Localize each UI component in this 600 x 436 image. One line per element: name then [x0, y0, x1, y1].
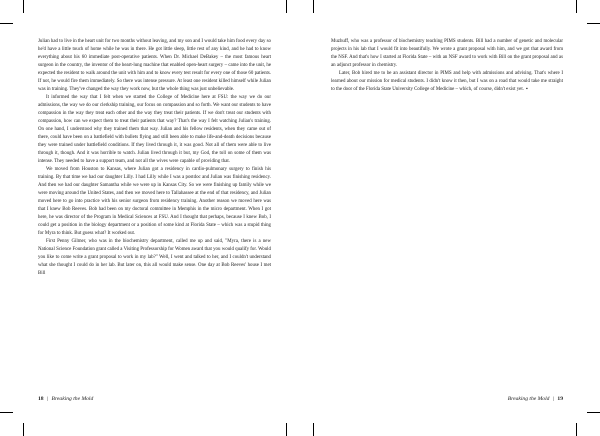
paragraph: First Penny Gilmer, who was in the biochemistry department, called me up and said, "Myra, there is a new National Science Foundation grant called a Visiting Professorship for Women award that you would qualify for. Would you like to come write a grant proposal to work in my lab?" Well, I went and talked to her, and I couldn't understand what she thought I could do in her lab. But later on, this all would make sense. One day at Bob Reeves' house I met Bill [38, 239, 271, 276]
paragraph-text: Later, Bob hired me to be an assistant director in PIMS and help with admissions and advising. That's where I learned about our mission for medical students. I didn't know it then, but I was on a road that would take me straight to the door of the Florida State University College of Medicine – which, of course, didn't exist yet. [331, 71, 563, 92]
page-number: 18 [38, 396, 44, 402]
end-mark-icon: ▪ [525, 87, 528, 92]
running-title: Breaking the Mold [51, 396, 94, 402]
page-number: 19 [557, 396, 563, 402]
paragraph: We moved from Houston to Kansas, where Julian got a residency in cardio-pulmonary surgery to finish his training. By that time we had our daughter Lilly. I had Lilly while I was a postdoc and Julian was finishing residency. And then we had our daughter Samantha while we were up in Kansas City. So we were finishing up family while we were moving around the United States, and then we moved here to Tallahassee at the end of that residency, and Julian moved here to go into practice with his senior surgeon from residency training. Another reason we moved here was that I knew Bob Reeves. Bob had been on my doctoral committee in Memphis in the micro department. When I got here, he was director of the Program in Medical Sciences at FSU. And I thought that perhaps, because I knew Bob, I could get a position in the biology department or a position of some kind at Florida State – which was a stupid thing for Myra to think. But guess what? It worked out. [38, 167, 271, 236]
crop-mark [286, 0, 287, 13]
crop-mark [23, 423, 24, 436]
crop-mark [23, 0, 24, 13]
crop-mark [587, 412, 600, 413]
right-page-body [331, 38, 563, 94]
crop-mark [313, 423, 314, 436]
crop-mark [0, 23, 13, 24]
left-page-body [38, 38, 271, 278]
right-page-footer [508, 396, 563, 402]
footer-separator: | [552, 396, 554, 402]
crop-mark [576, 423, 577, 436]
crop-mark [587, 23, 600, 24]
crop-mark [286, 423, 287, 436]
paragraph: It informed the way that I felt when we started the College of Medicine here at FSU: the way we do our admissions, the way we do our clerkship training, our focus on compassion and so forth. We want our students to have compassion in the way they treat each other and the way they treat their patients. If we don't treat our students with compassion, how can we expect them to treat their patients that way? That's the way I felt watching Julian's training. On one hand, I understood why they trained them that way. Julian and his fellow residents, when they came out of there, could have been on a battlefield with bullets flying and still been able to make life-and-death decisions because they were trained under battlefield conditions. If they lived through it, it was good. Not all of them were able to live through it, though. And it was horrible to watch. Julian lived through it but, my God, the toll on some of them was intense. They needed to have a support team, and not all the wives were capable of providing that. [38, 95, 271, 164]
crop-mark [0, 412, 13, 413]
running-title: Breaking the Mold [507, 396, 550, 402]
left-page-footer [38, 396, 93, 402]
paragraph [331, 70, 563, 94]
crop-mark [313, 0, 314, 13]
paragraph: Muzhuff, who was a professor of biochemistry teaching PIMS students. Bill had a number of genetic and molecular projects in his lab that I would fit into beautifully. We wrote a grant proposal with him, and we got that award from the NSF. And that's how I started at Florida State – with an NSF award to work with Bill on the grant proposal and as an adjunct professor in chemistry. [331, 39, 563, 68]
paragraph: Julian had to live in the heart unit for two months without leaving, and my son and I would take him food every day so he'd have a little touch of home while he was in there. He got little sleep, little rest of any kind, and he had to know everything about his 60 immediate post-operative patients. When Dr. Michael DeBakey – the most famous heart surgeon in the country, the inventor of the heart-lung machine that enabled open-heart surgery – came into the unit, he expected the resident to walk around the unit with him and to know every test result for every one of those 60 patients. If not, he would fire them immediately. So there was intense pressure. At least one resident killed himself while Julian was in training. They've changed the way they work now, but the whole thing was just unbelievable. [38, 39, 271, 92]
footer-separator: | [47, 396, 49, 402]
crop-mark [576, 0, 577, 13]
